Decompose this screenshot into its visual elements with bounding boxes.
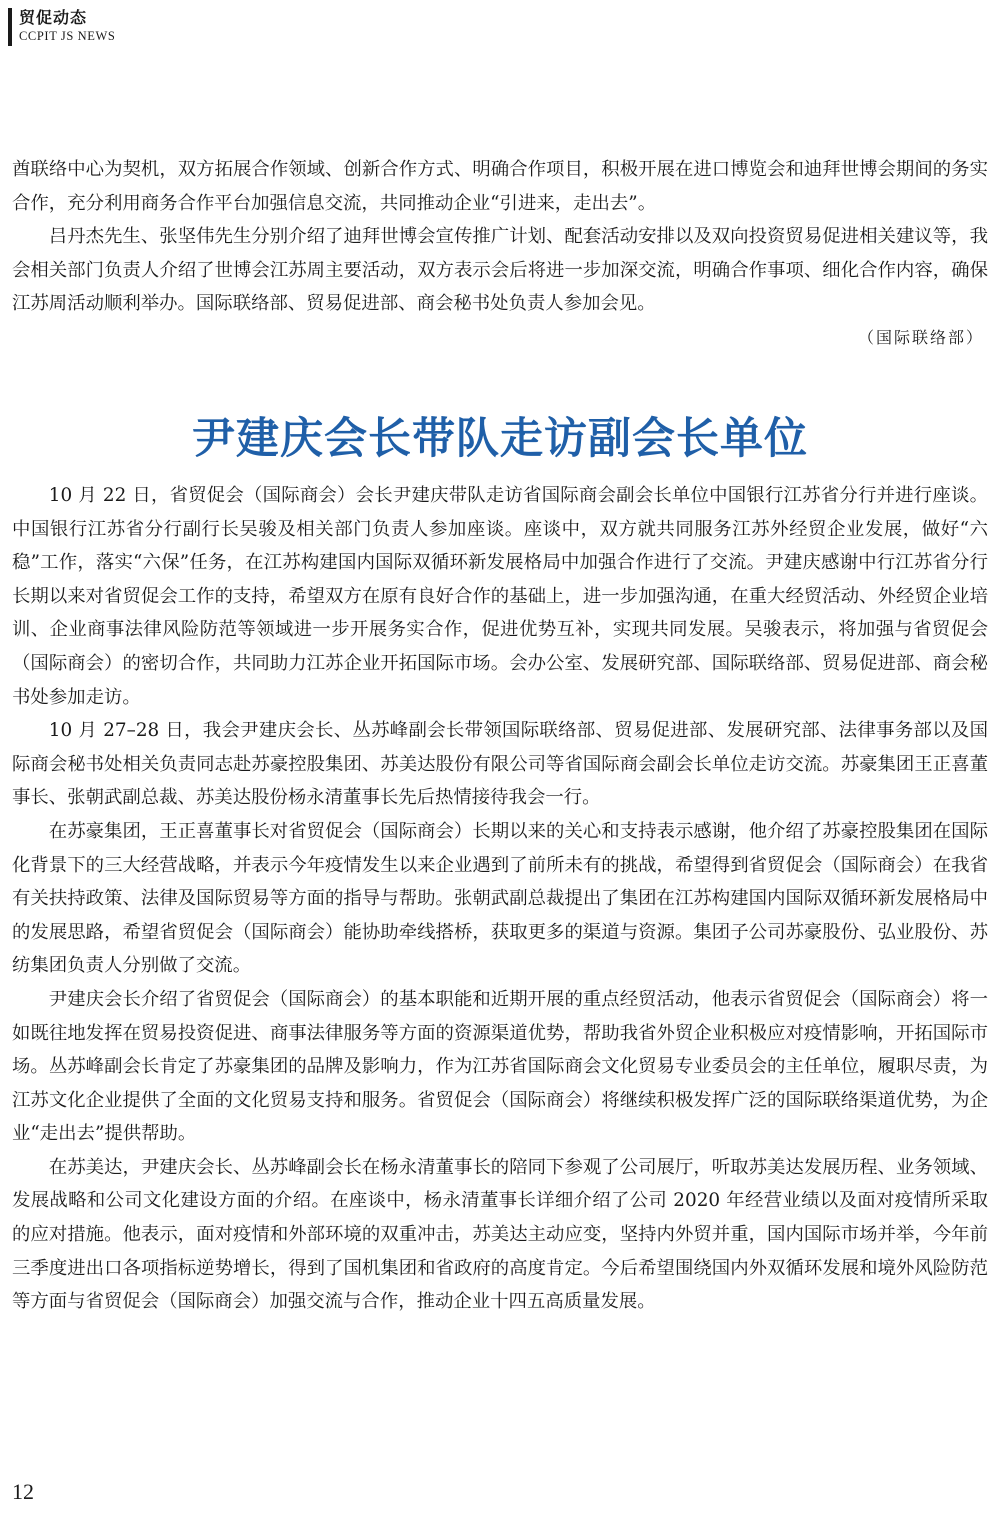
- paragraph: 酋联络中心为契机，双方拓展合作领域、创新合作方式、明确合作项目，积极开展在进口博览会和迪拜世博会期间的务实合作，充分利用商务合作平台加强信息交流，共同推动企业“引进来，走出去”。: [12, 159, 988, 214]
- previous-article-continuation: [12, 153, 988, 355]
- paragraph: 10 月 22 日，省贸促会（国际商会）会长尹建庆带队走访省国际商会副会长单位中国银行江苏省分行并进行座谈。中国银行江苏省分行副行长吴骏及相关部门负责人参加座谈。座谈中，双方就共同服务江苏外经贸企业发展，做好“六稳”工作，落实“六保”任务，在江苏构建国内国际双循环新发展格局中加强合作进行了交流。尹建庆感谢中行江苏省分行长期以来对省贸促会工作的支持，希望双方在原有良好合作的基础上，进一步加强沟通，在重大经贸活动、外经贸企业培训、企业商事法律风险防范等领域进一步开展务实合作，促进优势互补，实现共同发展。吴骏表示，将加强与省贸促会（国际商会）的密切合作，共同助力江苏企业开拓国际市场。会办公室、发展研究部、国际联络部、贸易促进部、商会秘书处参加走访。: [12, 485, 988, 708]
- header-title-cn: 贸促动态: [19, 8, 88, 27]
- paragraph: 尹建庆会长介绍了省贸促会（国际商会）的基本职能和近期开展的重点经贸活动，他表示省贸促会（国际商会）将一如既往地发挥在贸易投资促进、商事法律服务等方面的资源渠道优势，帮助我省外贸企业积极应对疫情影响，开拓国际市场。丛苏峰副会长肯定了苏豪集团的品牌及影响力，作为江苏省国际商会文化贸易专业委员会的主任单位，履职尽责，为江苏文化企业提供了全面的文化贸易支持和服务。省贸促会（国际商会）将继续积极发挥广泛的国际联络渠道优势，为企业“走出去”提供帮助。: [12, 988, 988, 1145]
- running-header: [8, 8, 115, 46]
- paragraph: 10 月 27–28 日，我会尹建庆会长、丛苏峰副会长带领国际联络部、贸易促进部、发展研究部、法律事务部以及国际商会秘书处相关负责同志赴苏豪控股集团、苏美达股份有限公司等省国际商会副会长单位走访交流。苏豪集团王正喜董事长、张朝武副总裁、苏美达股份杨永清董事长先后热情接待我会一行。: [12, 720, 988, 809]
- paragraph: 吕丹杰先生、张坚伟先生分别介绍了迪拜世博会宣传推广计划、配套活动安排以及双向投资贸易促进相关建议等，我会相关部门负责人介绍了世博会江苏周主要活动，双方表示会后将进一步加深交流，明确合作事项、细化合作内容，确保江苏周活动顺利举办。国际联络部、贸易促进部、商会秘书处负责人参加会见。: [12, 226, 988, 315]
- article-title: 尹建庆会长带队走访副会长单位: [192, 414, 808, 464]
- article-body: [12, 479, 988, 1319]
- paragraph: 在苏豪集团，王正喜董事长对省贸促会（国际商会）长期以来的关心和支持表示感谢，他介绍了苏豪控股集团在国际化背景下的三大经营战略，并表示今年疫情发生以来企业遇到了前所未有的挑战，希望得到省贸促会（国际商会）在我省有关扶持政策、法律及国际贸易等方面的指导与帮助。张朝武副总裁提出了集团在江苏构建国内国际双循环新发展格局中的发展思路，希望省贸促会（国际商会）能协助牵线搭桥，获取更多的渠道与资源。集团子公司苏豪股份、弘业股份、苏纺集团负责人分别做了交流。: [12, 820, 988, 977]
- page-number: 12: [12, 1479, 34, 1504]
- article-source: （国际联络部）: [857, 327, 984, 347]
- paragraph: 在苏美达，尹建庆会长、丛苏峰副会长在杨永清董事长的陪同下参观了公司展厅，听取苏美达发展历程、业务领域、发展战略和公司文化建设方面的介绍。在座谈中，杨永清董事长详细介绍了公司 2020 年经营业绩以及面对疫情所采取的应对措施。他表示，面对疫情和外部环境的双重冲击，苏美达主动应变，坚持内外贸并重，国内国际市场并举，今年前三季度进出口各项指标逆势增长，得到了国机集团和省政府的高度肯定。今后希望围绕国内外双循环发展和境外风险防范等方面与省贸促会（国际商会）加强交流与合作，推动企业十四五高质量发展。: [12, 1156, 988, 1313]
- header-title-en: CCPIT JS NEWS: [19, 29, 116, 43]
